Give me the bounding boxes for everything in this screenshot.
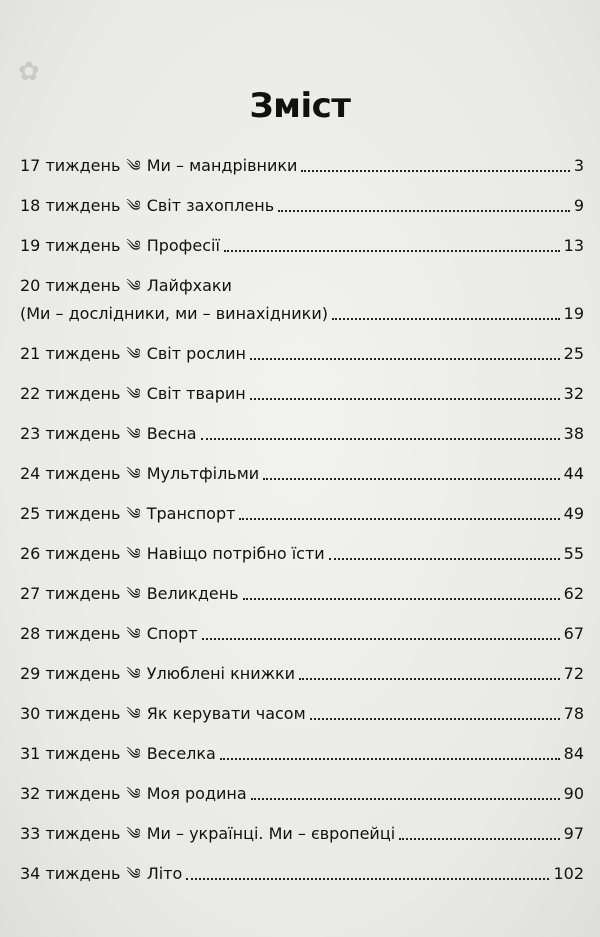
toc-page-number: 78 (563, 704, 584, 723)
toc-title: Транспорт (146, 504, 236, 523)
dot-leader (332, 317, 560, 320)
dot-leader (250, 357, 560, 360)
toc-entry (20, 420, 584, 460)
toc-line (20, 152, 584, 180)
snail-icon: ༄ (126, 825, 141, 843)
toc-entry (20, 272, 584, 340)
toc-week: 25 тиждень (20, 504, 121, 523)
snail-icon: ༄ (126, 277, 141, 295)
toc-title: Літо (146, 864, 183, 883)
toc-entry (20, 500, 584, 540)
toc-page-number: 55 (563, 544, 584, 563)
toc-entry (20, 860, 584, 900)
toc-title: Лайфхаки (146, 276, 232, 295)
toc-entry (20, 540, 584, 580)
toc-title: Веселка (146, 744, 216, 763)
toc-line (20, 380, 584, 408)
toc-line (20, 740, 584, 768)
toc-title: Професії (146, 236, 220, 255)
toc-title: Світ тварин (146, 384, 246, 403)
toc-line (20, 620, 584, 648)
toc-page-number: 62 (563, 584, 584, 603)
dot-leader (399, 837, 559, 840)
toc-line (20, 272, 584, 300)
dot-leader (220, 757, 560, 760)
toc-title: Моя родина (146, 784, 247, 803)
snail-icon: ༄ (126, 585, 141, 603)
toc-line (20, 420, 584, 448)
toc-week: 18 тиждень (20, 196, 121, 215)
snail-icon: ༄ (126, 157, 141, 175)
snail-icon: ༄ (126, 425, 141, 443)
snail-icon: ༄ (126, 505, 141, 523)
toc-entry (20, 780, 584, 820)
toc-page-number: 3 (573, 156, 584, 175)
toc-entry (20, 660, 584, 700)
toc-page-number: 19 (563, 304, 584, 323)
toc-week: 19 тиждень (20, 236, 121, 255)
toc-page-number: 84 (563, 744, 584, 763)
dot-leader (310, 717, 560, 720)
toc-week: 29 тиждень (20, 664, 121, 683)
toc-week: 28 тиждень (20, 624, 121, 643)
toc-page-number: 67 (563, 624, 584, 643)
toc-week: 23 тиждень (20, 424, 121, 443)
toc-line (20, 580, 584, 608)
toc-entry (20, 232, 584, 272)
toc-week: 31 тиждень (20, 744, 121, 763)
toc-entry (20, 820, 584, 860)
toc-page-number: 72 (563, 664, 584, 683)
toc-week: 33 тиждень (20, 824, 121, 843)
decorative-corner-icon: ✿ (18, 57, 40, 87)
toc-title: Улюблені книжки (146, 664, 296, 683)
snail-icon: ༄ (126, 745, 141, 763)
toc-title: Ми – українці. Ми – європейці (146, 824, 396, 843)
toc-line (20, 820, 584, 848)
toc-title: Весна (146, 424, 197, 443)
toc-page-number: 38 (563, 424, 584, 443)
toc-page-number: 13 (563, 236, 584, 255)
dot-leader (301, 169, 569, 172)
toc-title: Світ рослин (146, 344, 246, 363)
toc-entry (20, 700, 584, 740)
snail-icon: ༄ (126, 545, 141, 563)
dot-leader (250, 397, 560, 400)
toc-line (20, 860, 584, 888)
toc-line (20, 660, 584, 688)
toc-page-number: 90 (563, 784, 584, 803)
snail-icon: ༄ (126, 385, 141, 403)
dot-leader (251, 797, 560, 800)
toc-line (20, 780, 584, 808)
toc-week: 21 тиждень (20, 344, 121, 363)
page-title: Зміст (249, 86, 351, 126)
toc-page-number: 97 (563, 824, 584, 843)
table-of-contents (20, 152, 584, 900)
toc-title: Як керувати часом (146, 704, 306, 723)
toc-entry (20, 380, 584, 420)
dot-leader (299, 677, 560, 680)
toc-page-number: 9 (573, 196, 584, 215)
toc-page-number: 102 (553, 864, 584, 883)
toc-title: Спорт (146, 624, 198, 643)
dot-leader (186, 877, 549, 880)
toc-entry (20, 192, 584, 232)
toc-line (20, 540, 584, 568)
toc-page-number: 44 (563, 464, 584, 483)
toc-week: 22 тиждень (20, 384, 121, 403)
toc-title: Великдень (146, 584, 239, 603)
snail-icon: ༄ (126, 665, 141, 683)
dot-leader (243, 597, 560, 600)
toc-page-number: 32 (563, 384, 584, 403)
toc-entry (20, 340, 584, 380)
snail-icon: ༄ (126, 865, 141, 883)
toc-entry (20, 460, 584, 500)
toc-week: 32 тиждень (20, 784, 121, 803)
toc-week: 24 тиждень (20, 464, 121, 483)
toc-line (20, 500, 584, 528)
toc-title: Ми – мандрівники (146, 156, 298, 175)
toc-title: Навіщо потрібно їсти (146, 544, 325, 563)
dot-leader (239, 517, 559, 520)
toc-line (20, 192, 584, 220)
toc-week: 20 тиждень (20, 276, 121, 295)
dot-leader (202, 637, 560, 640)
toc-page-number: 25 (563, 344, 584, 363)
snail-icon: ༄ (126, 237, 141, 255)
toc-entry (20, 740, 584, 780)
dot-leader (263, 477, 559, 480)
toc-line (20, 460, 584, 488)
toc-entry (20, 620, 584, 660)
toc-line (20, 700, 584, 728)
toc-week: 34 тиждень (20, 864, 121, 883)
dot-leader (224, 249, 560, 252)
toc-week: 26 тиждень (20, 544, 121, 563)
toc-line (20, 232, 584, 260)
toc-entry (20, 580, 584, 620)
toc-line (20, 300, 584, 328)
toc-title: Мультфільми (146, 464, 260, 483)
dot-leader (329, 557, 560, 560)
snail-icon: ༄ (126, 625, 141, 643)
toc-week: 27 тиждень (20, 584, 121, 603)
toc-title: Світ захоплень (146, 196, 275, 215)
dot-leader (278, 209, 570, 212)
toc-entry (20, 152, 584, 192)
snail-icon: ༄ (126, 197, 141, 215)
snail-icon: ༄ (126, 465, 141, 483)
dot-leader (201, 437, 560, 440)
toc-week: 17 тиждень (20, 156, 121, 175)
toc-page-number: 49 (563, 504, 584, 523)
toc-title-continued: (Ми – дослідники, ми – винахідники) (20, 304, 328, 323)
snail-icon: ༄ (126, 785, 141, 803)
snail-icon: ༄ (126, 345, 141, 363)
toc-line (20, 340, 584, 368)
snail-icon: ༄ (126, 705, 141, 723)
toc-week: 30 тиждень (20, 704, 121, 723)
